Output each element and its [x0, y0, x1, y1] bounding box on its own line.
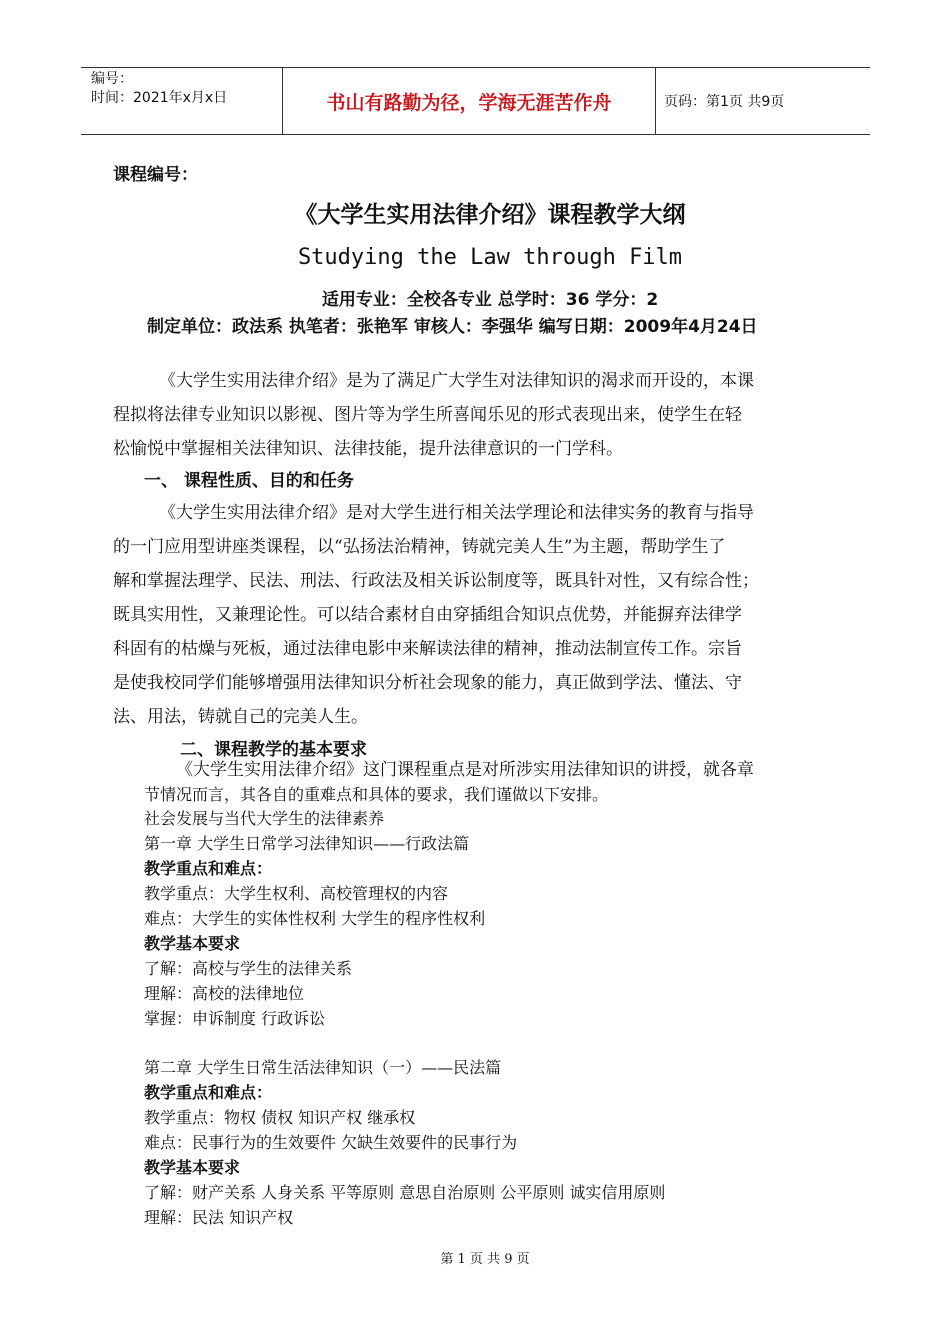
date-label: 时间：2021年x月x日	[91, 90, 228, 106]
section-2-heading: 二、课程教学的基本要求	[180, 740, 367, 760]
intro-line: 松愉悦中掌握相关法律知识、法律技能，提升法律意识的一门学科。	[113, 439, 623, 459]
chapter-1-title: 第一章 大学生日常学习法律知识——行政法篇	[144, 834, 470, 853]
intro-paragraph	[113, 364, 754, 466]
english-subtitle: Studying the Law through Film	[297, 245, 683, 270]
header-page-info: 页码：第1页 共9页	[664, 94, 785, 110]
page-footer: 第 1 页 共 9 页	[440, 1252, 530, 1267]
chapter-1-understand: 理解：高校的法律地位	[144, 984, 305, 1003]
chapter-2-understand: 理解：民法 知识产权	[144, 1208, 294, 1227]
chapter-2-difficulty: 难点：民事行为的生效要件 欠缺生效要件的民事行为	[144, 1133, 518, 1152]
section-1-line: 科固有的枯燥与死板，通过法律电影中来解读法律的精神，推动法制宣传工作。宗旨	[113, 639, 742, 659]
page-header	[81, 67, 870, 135]
section-1-line: 解和掌握法理学、民法、刑法、行政法及相关诉讼制度等，既具针对性，又有综合性；	[113, 571, 759, 591]
course-number-label: 课程编号：	[113, 165, 198, 185]
course-meta-1: 适用专业：全校各专业 总学时：36 学分：2	[321, 290, 659, 310]
chapter-2-title: 第二章 大学生日常生活法律知识（一）——民法篇	[144, 1058, 502, 1077]
chapter-2-know: 了解：财产关系 人身关系 平等原则 意思自治原则 公平原则 诚实信用原则	[144, 1183, 666, 1202]
chapter-2-key-point: 教学重点：物权 债权 知识产权 继承权	[144, 1108, 416, 1127]
section-2-intro-line-2: 节情况而言，其各自的重难点和具体的要求，我们谨做以下安排。	[144, 785, 609, 804]
section-2-prelude: 社会发展与当代大学生的法律素养	[144, 809, 385, 828]
header-motto: 书山有路勤为径，学海无涯苦作舟	[282, 68, 656, 134]
section-1-line: 既具实用性，又兼理论性。可以结合素材自由穿插组合知识点优势，并能摒弃法律学	[113, 605, 742, 625]
section-1-line: 的一门应用型讲座类课程，以“弘扬法治精神，铸就完美人生”为主题，帮助学生了	[113, 537, 726, 557]
header-left-cell	[81, 68, 282, 134]
chapter-1-know: 了解：高校与学生的法律关系	[144, 959, 353, 978]
course-meta-2: 制定单位：政法系 执笔者：张艳军 审核人：李强华 编写日期：2009年4月24日	[147, 317, 758, 337]
section-2-intro-line-1: 《大学生实用法律介绍》这门课程重点是对所涉实用法律知识的讲授，就各章	[176, 760, 754, 780]
chapter-2-req-heading: 教学基本要求	[144, 1158, 241, 1177]
section-1-line: 是使我校同学们能够增强用法律知识分析社会现象的能力，真正做到学法、懂法、守	[113, 673, 742, 693]
section-1-paragraph	[113, 496, 759, 734]
intro-line: 《大学生实用法律介绍》是为了满足广大学生对法律知识的渴求而开设的，本课	[159, 371, 754, 391]
section-1-line: 法、用法，铸就自己的完美人生。	[113, 707, 368, 727]
chapter-1-key-heading: 教学重点和难点：	[144, 859, 273, 878]
section-1-line: 《大学生实用法律介绍》是对大学生进行相关法学理论和法律实务的教育与指导	[159, 503, 754, 523]
chapter-1-key-point: 教学重点：大学生权利、高校管理权的内容	[144, 884, 449, 903]
chapter-1-difficulty: 难点：大学生的实体性权利 大学生的程序性权利	[144, 909, 486, 928]
chapter-1-master: 掌握：申诉制度 行政诉讼	[144, 1009, 326, 1028]
number-label: 编号：	[91, 71, 133, 87]
document-title: 《大学生实用法律介绍》课程教学大纲	[294, 202, 686, 228]
intro-line: 程拟将法律专业知识以影视、图片等为学生所喜闻乐见的形式表现出来，使学生在轻	[113, 405, 742, 425]
chapter-1-req-heading: 教学基本要求	[144, 934, 241, 953]
section-1-heading: 一、 课程性质、目的和任务	[144, 471, 354, 491]
chapter-2-key-heading: 教学重点和难点：	[144, 1083, 273, 1102]
